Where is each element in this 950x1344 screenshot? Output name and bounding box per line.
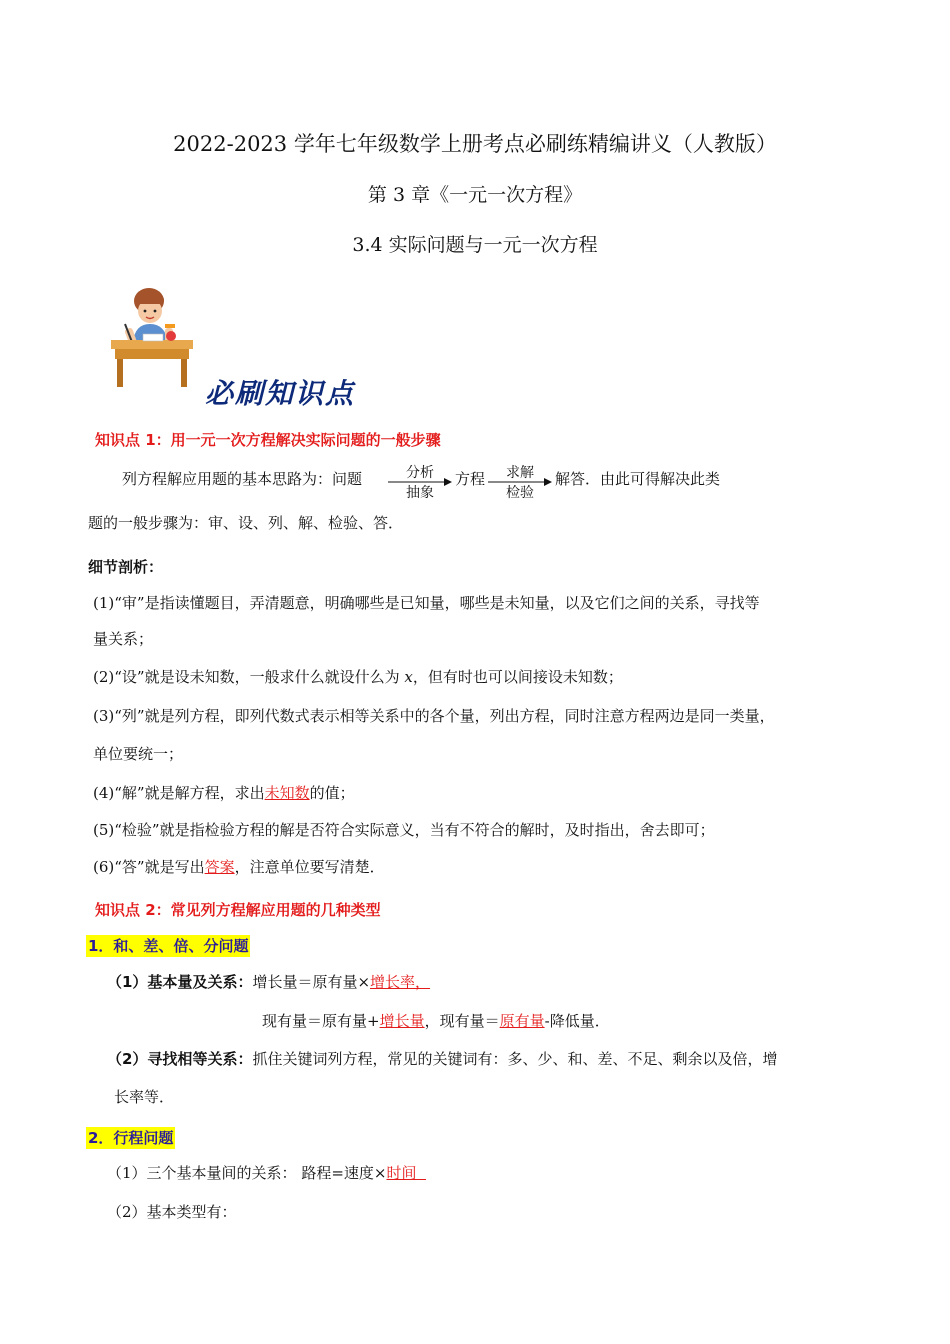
sec1-p1-label: （1）基本量及关系： — [107, 973, 253, 991]
item2-b: ，但有时也可以间接设未知数； — [412, 668, 623, 686]
sec2-p1 — [107, 1166, 426, 1181]
student-at-desk-illustration — [105, 284, 210, 394]
detail-title: 细节剖析： — [88, 558, 164, 576]
item1-line2: 量关系； — [93, 630, 154, 648]
sec1-p1-red: 增长率， — [370, 973, 431, 991]
sec2-p1-a: （1）三个基本量间的关系： 路程=速度× — [107, 1164, 387, 1182]
sec2-p2: （2）基本类型有： — [107, 1203, 237, 1221]
sec1-p1-a: 增长量＝原有量× — [252, 973, 371, 991]
sec1-title-text: 1．和、差、倍、分问题 — [88, 937, 249, 955]
sec2-title — [86, 1127, 175, 1148]
item4-b: 的值； — [309, 784, 355, 802]
chapter-title: 第 3 章《一元一次方程》 — [367, 184, 583, 206]
sec1-p1-line2-a: 现有量＝原有量+ — [262, 1012, 380, 1030]
flow-middle: 方程 — [455, 470, 486, 488]
item2-a: (2)“设”就是设未知数，一般求什么就设什么为 — [93, 668, 405, 686]
kp1-intro-line2: 题的一般步骤为：审、设、列、解、检验、答． — [88, 514, 404, 532]
sec1-p2 — [107, 1052, 777, 1067]
item4 — [93, 786, 355, 801]
intro-prefix: 列方程解应用题的基本思路为：问题 — [122, 470, 363, 488]
item4-red: 未知数 — [264, 784, 310, 802]
arrow1-top-label: 分析 — [406, 465, 434, 481]
item2-var: x — [404, 668, 413, 686]
arrow2-top-label: 求解 — [506, 465, 534, 481]
item6-b: ，注意单位要写清楚． — [234, 858, 385, 876]
sec1-p2-a: 抓住关键词列方程，常见的关键词有：多、少、和、差、不足、剩余以及倍，增 — [252, 1050, 778, 1068]
item6 — [93, 860, 385, 875]
intro-suffix: 解答．由此可得解决此类 — [555, 470, 721, 488]
kp1-intro-line1 — [122, 472, 362, 487]
item3-line2: 单位要统一； — [93, 745, 184, 763]
sec1-p1-line2-b: ，现有量＝ — [424, 1012, 500, 1030]
sec1-p1-line2-c: -降低量． — [544, 1012, 610, 1030]
sec2-title-text: 2．行程问题 — [88, 1129, 174, 1147]
banner-title: 必刷知识点 — [205, 377, 356, 410]
item4-a: (4)“解”就是解方程，求出 — [93, 784, 265, 802]
section-title: 3.4 实际问题与一元一次方程 — [352, 234, 598, 256]
item6-a: (6)“答”就是写出 — [93, 858, 205, 876]
document-title: 2022-2023 学年七年级数学上册考点必刷练精编讲义（人教版） — [173, 132, 777, 156]
kp2-heading: 知识点 2：常见列方程解应用题的几种类型 — [95, 901, 381, 919]
sec1-p1-line2-red1: 增长量 — [379, 1012, 425, 1030]
kp1-heading: 知识点 1：用一元一次方程解决实际问题的一般步骤 — [95, 431, 441, 449]
item3-line1: (3)“列”就是列方程，即列代数式表示相等关系中的各个量，列出方程，同时注意方程两边是同一类量， — [93, 707, 775, 725]
sec1-p1 — [107, 975, 430, 990]
flow-arrow-1 — [388, 464, 452, 501]
arrow2-bottom-label: 检验 — [506, 485, 534, 501]
item6-red: 答案 — [204, 858, 235, 876]
sec1-p1-line2 — [262, 1014, 610, 1029]
item2 — [93, 670, 623, 685]
sec2-p1-red: 时间 — [386, 1164, 426, 1182]
sec1-p2-line2: 长率等． — [114, 1088, 175, 1106]
flow-arrow-2 — [488, 464, 552, 501]
item1-line1: (1)“审”是指读懂题目，弄清题意，明确哪些是已知量，哪些是未知量，以及它们之间的关系，寻找等 — [93, 594, 760, 612]
sec1-p1-line2-red2: 原有量 — [499, 1012, 545, 1030]
arrow1-bottom-label: 抽象 — [406, 485, 434, 501]
sec1-title — [86, 935, 250, 956]
sec1-p2-label: （2）寻找相等关系： — [107, 1050, 253, 1068]
item5: (5)“检验”就是指检验方程的解是否符合实际意义，当有不符合的解时，及时指出，舍去即可； — [93, 821, 715, 839]
